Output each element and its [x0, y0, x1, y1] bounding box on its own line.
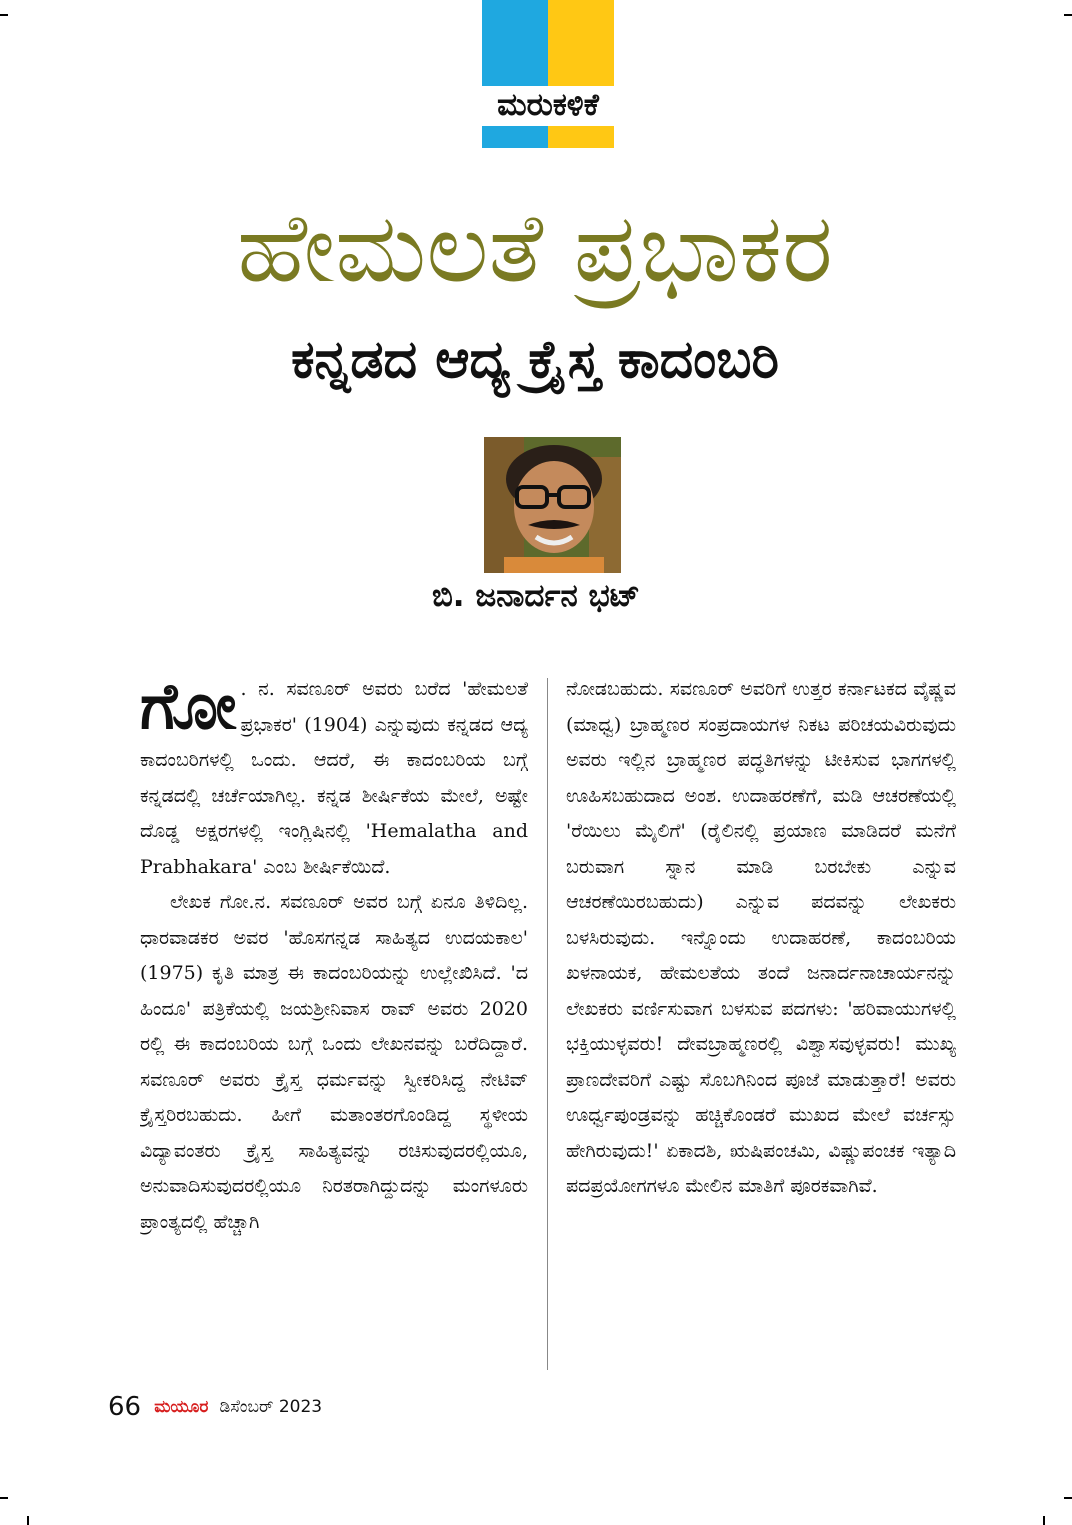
magazine-brand: ಮಯೂರ [154, 1397, 209, 1417]
logo-blue-block [482, 0, 548, 86]
author-portrait-illustration [484, 437, 621, 573]
section-label: ಮರುಕಳಿಕೆ [497, 87, 599, 123]
article-column-left [140, 672, 528, 1384]
section-logo [482, 0, 614, 148]
article-title: ಹೇಮಲತೆ ಪ್ರಭಾಕರ [237, 192, 833, 304]
logo-yellow-block [548, 0, 614, 86]
crop-mark [1064, 1497, 1072, 1499]
author-byline: ಬಿ. ಜನಾರ್ದನ ಭಟ್ [431, 578, 641, 614]
page-footer [108, 1392, 322, 1432]
crop-mark [1043, 1516, 1045, 1525]
crop-mark [0, 14, 8, 16]
crop-mark [27, 1516, 29, 1525]
page-number: 66 [108, 1392, 142, 1422]
issue-date: ಡಿಸೆಂಬರ್ 2023 [219, 1397, 323, 1417]
crop-mark [0, 1497, 8, 1499]
paragraph-3: ನೋಡಬಹುದು. ಸವಣೂರ್ ಅವರಿಗೆ ಉತ್ತರ ಕರ್ನಾಟಕದ ವೈಷ್ಣವ (ಮಾಧ್ವ) ಬ್ರಾಹ್ಮಣರ ಸಂಪ್ರದಾಯಗಳ ನಿಕಟ ಪರಿಚಯವಿರುವುದು ಅವರು ಇಲ್ಲಿನ ಬ್ರಾಹ್ಮಣರ ಪದ್ಧತಿಗಳನ್ನು ಟೀಕಿಸುವ ಭಾಗಗಳಲ್ಲಿ ಊಹಿಸಬಹುದಾದ ಅಂಶ. ಉದಾಹರಣೆಗೆ, ಮಡಿ ಆಚರಣೆಯಲ್ಲಿ 'ರೆಯಿಲು ಮೈಲಿಗೆ' (ರೈಲಿನಲ್ಲಿ ಪ್ರಯಾಣ ಮಾಡಿದರೆ ಮನೆಗೆ ಬರುವಾಗ ಸ್ನಾನ ಮಾಡಿ ಬರಬೇಕು ಎನ್ನುವ ಆಚರಣೆಯಿರಬಹುದು) ಎನ್ನುವ ಪದವನ್ನು ಲೇಖಕರು ಬಳಸಿರುವುದು. ಇನ್ನೊಂದು ಉದಾಹರಣೆ, ಕಾದಂಬರಿಯ ಖಳನಾಯಕ, ಹೇಮಲತೆಯ ತಂದೆ ಜನಾರ್ದನಾಚಾರ್ಯನನ್ನು ಲೇಖಕರು ವರ್ಣಿಸುವಾಗ ಬಳಸುವ ಪದಗಳು: 'ಹರಿವಾಯುಗಳಲ್ಲಿ ಭಕ್ತಿಯುಳ್ಳವರು! ದೇವಬ್ರಾಹ್ಮಣರಲ್ಲಿ ವಿಶ್ವಾಸವುಳ್ಳವರು! ಮುಖ್ಯ ಪ್ರಾಣದೇವರಿಗೆ ಎಷ್ಟು ಸೊಬಗಿನಿಂದ ಪೂಜೆ ಮಾಡುತ್ತಾರೆ! ಅವರು ಊರ್ಧ್ವಪುಂಡ್ರವನ್ನು ಹಚ್ಚಿಕೊಂಡರೆ ಮುಖದ ಮೇಲೆ ವರ್ಚಸ್ಸು ಹೇಗಿರುವುದು!' ಏಕಾದಶಿ, ಋಷಿಪಂಚಮಿ, ವಿಷ್ಣುಪಂಚಕ ಇತ್ಯಾದಿ ಪದಪ್ರಯೋಗಗಳೂ ಮೇಲಿನ ಮಾತಿಗೆ ಪೂರಕವಾಗಿವೆ. [566, 678, 956, 1197]
article-column-right [566, 672, 956, 1384]
paragraph-text: . ನ. ಸವಣೂರ್ ಅವರು ಬರೆದ 'ಹೇಮಲತೆ ಪ್ರಭಾಕರ' (1904) ಎನ್ನುವುದು ಕನ್ನಡದ ಆದ್ಯ ಕಾದಂಬರಿಗಳಲ್ಲಿ ಒಂದು. ಆದರೆ, ಈ ಕಾದಂಬರಿಯ ಬಗ್ಗೆ ಕನ್ನಡದಲ್ಲಿ ಚರ್ಚೆಯಾಗಿಲ್ಲ. ಕನ್ನಡ ಶೀರ್ಷಿಕೆಯ ಮೇಲೆ, ಅಷ್ಟೇ ದೊಡ್ಡ ಅಕ್ಷರಗಳಲ್ಲಿ ಇಂಗ್ಲಿಷಿನಲ್ಲಿ 'Hemalatha and Prabhakara' ಎಂಬ ಶೀರ್ಷಿಕೆಯಿದೆ. [140, 678, 528, 878]
author-photo [484, 437, 621, 573]
paragraph-1 [140, 672, 528, 885]
logo-yellow-strip [548, 126, 614, 148]
logo-blue-strip [482, 126, 548, 148]
drop-cap: ಗೋ [140, 672, 237, 744]
paragraph-2: ಲೇಖಕ ಗೋ.ನ. ಸವಣೂರ್ ಅವರ ಬಗ್ಗೆ ಏನೂ ತಿಳಿದಿಲ್ಲ. ಧಾರವಾಡಕರ ಅವರ 'ಹೊಸಗನ್ನಡ ಸಾಹಿತ್ಯದ ಉದಯಕಾಲ' (1975) ಕೃತಿ ಮಾತ್ರ ಈ ಕಾದಂಬರಿಯನ್ನು ಉಲ್ಲೇಖಿಸಿದೆ. 'ದ ಹಿಂದೂ' ಪತ್ರಿಕೆಯಲ್ಲಿ ಜಯಶ್ರೀನಿವಾಸ ರಾವ್ ಅವರು 2020 ರಲ್ಲಿ ಈ ಕಾದಂಬರಿಯ ಬಗ್ಗೆ ಒಂದು ಲೇಖನವನ್ನು ಬರೆದಿದ್ದಾರೆ. ಸವಣೂರ್ ಅವರು ಕ್ರೈಸ್ತ ಧರ್ಮವನ್ನು ಸ್ವೀಕರಿಸಿದ್ದ ನೇಟಿವ್ ಕ್ರೈಸ್ತರಿರಬಹುದು. ಹೀಗೆ ಮತಾಂತರಗೊಂಡಿದ್ದ ಸ್ಥಳೀಯ ವಿದ್ಯಾವಂತರು ಕ್ರೈಸ್ತ ಸಾಹಿತ್ಯವನ್ನು ರಚಿಸುವುದರಲ್ಲಿಯೂ, ಅನುವಾದಿಸುವುದರಲ್ಲಿಯೂ ನಿರತರಾಗಿದ್ದುದನ್ನು ಮಂಗಳೂರು ಪ್ರಾಂತ್ಯದಲ್ಲಿ ಹೆಚ್ಚಾಗಿ [140, 891, 528, 1233]
column-divider [547, 678, 548, 1370]
crop-mark [1064, 14, 1072, 16]
article-subtitle: ಕನ್ನಡದ ಆದ್ಯ ಕ್ರೈಸ್ತ ಕಾದಂಬರಿ [291, 330, 779, 390]
